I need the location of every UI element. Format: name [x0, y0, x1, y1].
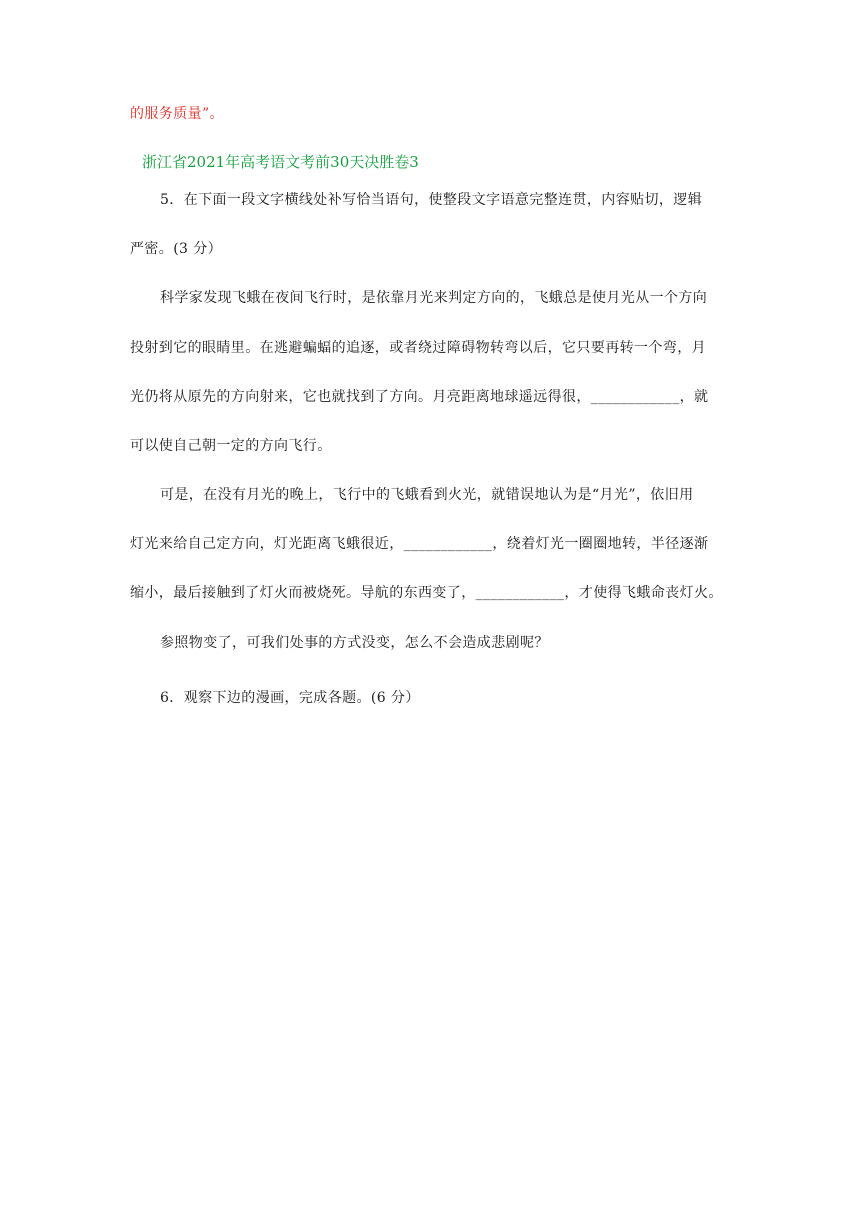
- question-5-prompt-line: 5．在下面一段文字横线处补写恰当语句，使整段文字语意完整连贯，内容贴切，逻辑: [160, 192, 703, 208]
- passage-line: 光仍将从原先的方向射来，它也就找到了方向。月亮距离地球遥远得很，____________，就: [130, 389, 709, 405]
- passage-line: 可是，在没有月光的晚上，飞行中的飞蛾看到火光，就错误地认为是“月光”，依旧用: [160, 487, 694, 503]
- passage-line: 灯光来给自己定方向，灯光距离飞蛾很近，____________，绕着灯光一圈圈地转，半径逐渐: [130, 536, 709, 552]
- source-label: 浙江省2021年高考语文考前30天决胜卷3: [142, 153, 419, 171]
- question-5-prompt-line: 严密。(3 分）: [130, 241, 223, 257]
- passage-line: 缩小，最后接触到了灯火而被烧死。导航的东西变了，____________，才使得飞蛾命丧灯火。: [130, 585, 723, 601]
- passage-line: 参照物变了，可我们处事的方式没变，怎么不会造成悲剧呢？: [160, 635, 549, 651]
- question-6-prompt: 6．观察下边的漫画，完成各题。(6 分）: [160, 690, 420, 706]
- carryover-text: 的服务质量”。: [130, 106, 224, 122]
- passage-line: 科学家发现飞蛾在夜间飞行时，是依靠月光来判定方向的，飞蛾总是使月光从一个方向: [160, 290, 708, 306]
- passage-line: 投射到它的眼睛里。在逃避蝙蝠的追逐，或者绕过障碍物转弯以后，它只要再转一个弯，月: [130, 340, 706, 356]
- passage-line: 可以使自己朝一定的方向飞行。: [130, 438, 332, 454]
